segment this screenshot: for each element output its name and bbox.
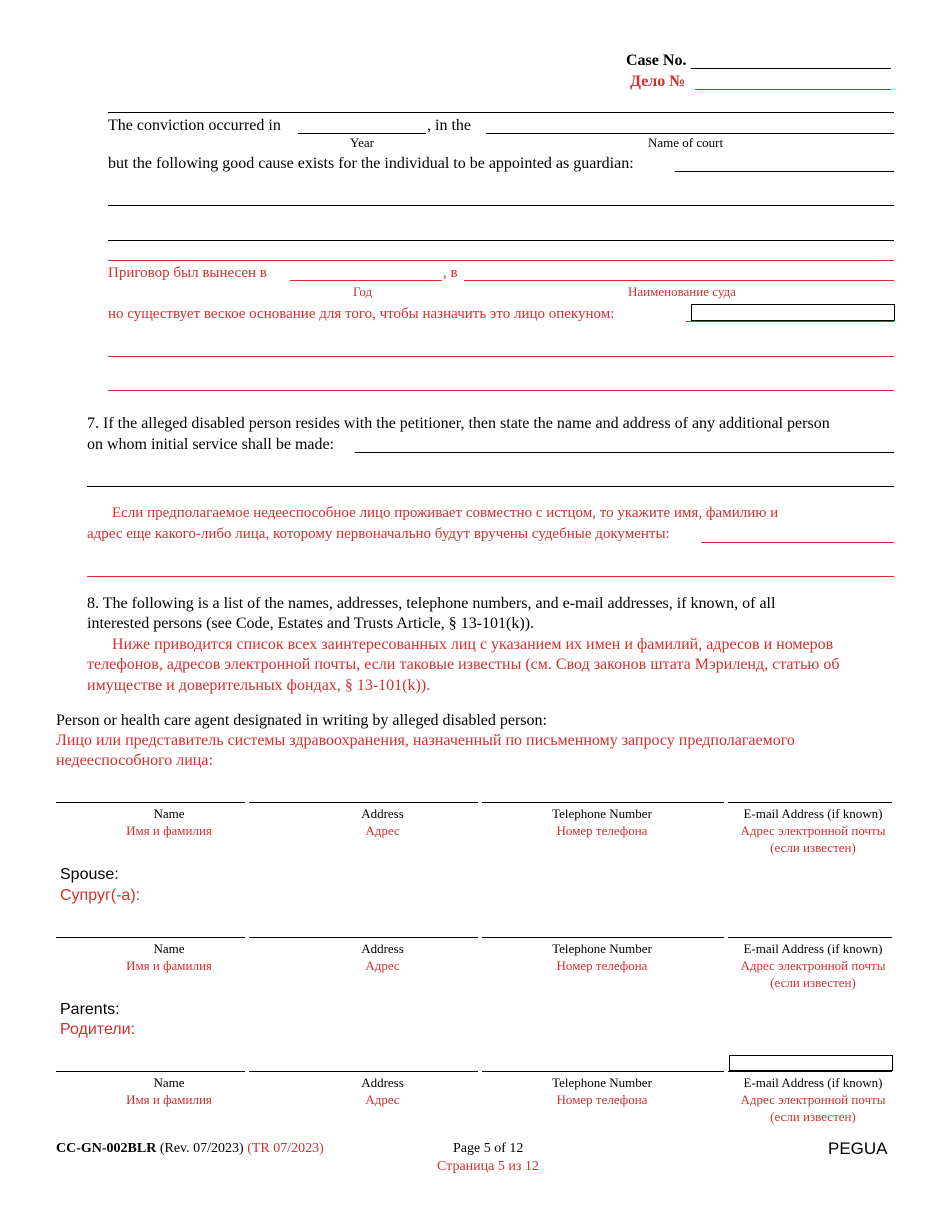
email-caption: E-mail Address (if known) Адрес электронной почты (если известен)	[740, 1075, 886, 1124]
person-label: Person or health care agent designated in writing by alleged disabled person:	[56, 712, 547, 729]
item8-ru-line3: имуществе и доверительных фондах, § 13-101(k)).	[87, 677, 431, 694]
ru-divider	[108, 260, 894, 261]
phone-caption: Telephone Number Номер телефона	[552, 806, 652, 838]
address-caption: Address Адрес	[361, 941, 404, 973]
year-field[interactable]	[298, 133, 426, 134]
good-cause-line-3-ru[interactable]	[108, 390, 894, 391]
court-field-ru[interactable]	[464, 280, 894, 281]
person-phone-field[interactable]	[482, 802, 724, 803]
page-number-ru: Страница 5 из 12	[437, 1159, 539, 1174]
spouse-address-field[interactable]	[249, 937, 478, 938]
good-cause-line-2[interactable]	[108, 205, 894, 206]
address-caption: Address Адрес	[361, 1075, 404, 1107]
item7-line2: on whom initial service shall be made:	[87, 436, 335, 453]
item8-line1: 8. The following is a list of the names, addresses, telephone numbers, and e-mail addresses, if known, of all	[87, 595, 776, 612]
conviction-in-ru: , в	[443, 265, 458, 281]
name-caption: Name Имя и фамилия	[126, 941, 212, 973]
spouse-label: Spouse:	[60, 866, 119, 883]
parents-name-field[interactable]	[56, 1071, 245, 1072]
year-caption-ru: Год	[353, 284, 373, 299]
phone-caption: Telephone Number Номер телефона	[552, 941, 652, 973]
year-caption: Year	[350, 135, 374, 150]
address-caption: Address Адрес	[361, 806, 404, 838]
parents-address-field[interactable]	[249, 1071, 478, 1072]
item7-field-2[interactable]	[87, 486, 894, 487]
name-caption: Name Имя и фамилия	[126, 1075, 212, 1107]
name-caption: Name Имя и фамилия	[126, 806, 212, 838]
spouse-email-field[interactable]	[728, 937, 892, 938]
item7-field[interactable]	[355, 452, 894, 453]
parents-phone-field[interactable]	[482, 1071, 724, 1072]
good-cause-field[interactable]	[675, 171, 894, 172]
good-cause-text: but the following good cause exists for the individual to be appointed as guardian:	[108, 155, 634, 172]
item8-line2: interested persons (see Code, Estates and Trusts Article, § 13-101(k)).	[87, 615, 535, 632]
person-address-field[interactable]	[249, 802, 478, 803]
parents-label: Parents:	[60, 1001, 120, 1018]
parents-email-field[interactable]	[728, 1071, 892, 1072]
top-divider	[108, 112, 894, 113]
case-no-field-ru[interactable]	[695, 89, 891, 90]
case-no-label-ru: Дело №	[630, 73, 686, 90]
person-email-field[interactable]	[728, 802, 892, 803]
court-field[interactable]	[486, 133, 894, 134]
form-id: CC-GN-002BLR	[56, 1141, 157, 1156]
conviction-text: The conviction occurred in	[108, 117, 281, 134]
spouse-label-ru: Супруг(-а):	[60, 887, 141, 904]
form-code: PEGUA	[828, 1139, 888, 1158]
email-caption: E-mail Address (if known) Адрес электронной почты (если известен)	[740, 941, 886, 990]
case-no-label: Case No.	[626, 52, 687, 69]
item8-ru-line1: Ниже приводится список всех заинтересованных лиц с указанием их имен и фамилий, адресов и номеров	[112, 636, 834, 653]
email-caption: E-mail Address (if known) Адрес электронной почты (если известен)	[740, 806, 886, 855]
good-cause-field-ru[interactable]	[686, 321, 894, 322]
year-field-ru[interactable]	[290, 280, 442, 281]
conviction-in-the: , in the	[427, 117, 471, 134]
spouse-name-field[interactable]	[56, 937, 245, 938]
form-rev: (Rev. 07/2023)	[156, 1141, 244, 1156]
person-name-field[interactable]	[56, 802, 245, 803]
item7-field-2-ru[interactable]	[87, 576, 894, 577]
court-caption-ru: Наименование суда	[628, 284, 736, 299]
good-cause-line-3[interactable]	[108, 240, 894, 241]
good-cause-text-ru: но существует веское основание для того, чтобы назначить это лицо опекуном:	[108, 306, 615, 322]
person-label-ru-2: недееспособного лица:	[56, 752, 213, 769]
page-number: Page 5 of 12	[453, 1141, 524, 1156]
form-tr: (TR 07/2023)	[243, 1141, 324, 1156]
good-cause-input-ru[interactable]	[691, 304, 895, 321]
conviction-text-ru: Приговор был вынесен в	[108, 265, 267, 281]
parents-label-ru: Родители:	[60, 1021, 136, 1038]
footer-form-id	[56, 1141, 324, 1157]
court-caption: Name of court	[648, 135, 724, 150]
item7-ru-line2: адрес еще какого-либо лица, которому первоначально будут вручены судебные документы:	[87, 526, 670, 542]
parents-email-input[interactable]	[729, 1055, 893, 1071]
phone-caption: Telephone Number Номер телефона	[552, 1075, 652, 1107]
good-cause-line-2-ru[interactable]	[108, 356, 894, 357]
spouse-phone-field[interactable]	[482, 937, 724, 938]
case-no-field[interactable]	[691, 68, 891, 69]
person-label-ru-1: Лицо или представитель системы здравоохранения, назначенный по письменному запросу предполагаемого	[56, 732, 795, 749]
item8-ru-line2: телефонов, адресов электронной почты, если таковые известны (см. Свод законов штата Мэриленд, статью об	[87, 656, 840, 673]
item7-line1: 7. If the alleged disabled person resides with the petitioner, then state the name and address of any additional person	[87, 415, 830, 432]
item7-field-ru[interactable]	[701, 542, 894, 543]
item7-ru-line1: Если предполагаемое недееспособное лицо проживает совместно с истцом, то укажите имя, фамилию и	[112, 505, 779, 521]
